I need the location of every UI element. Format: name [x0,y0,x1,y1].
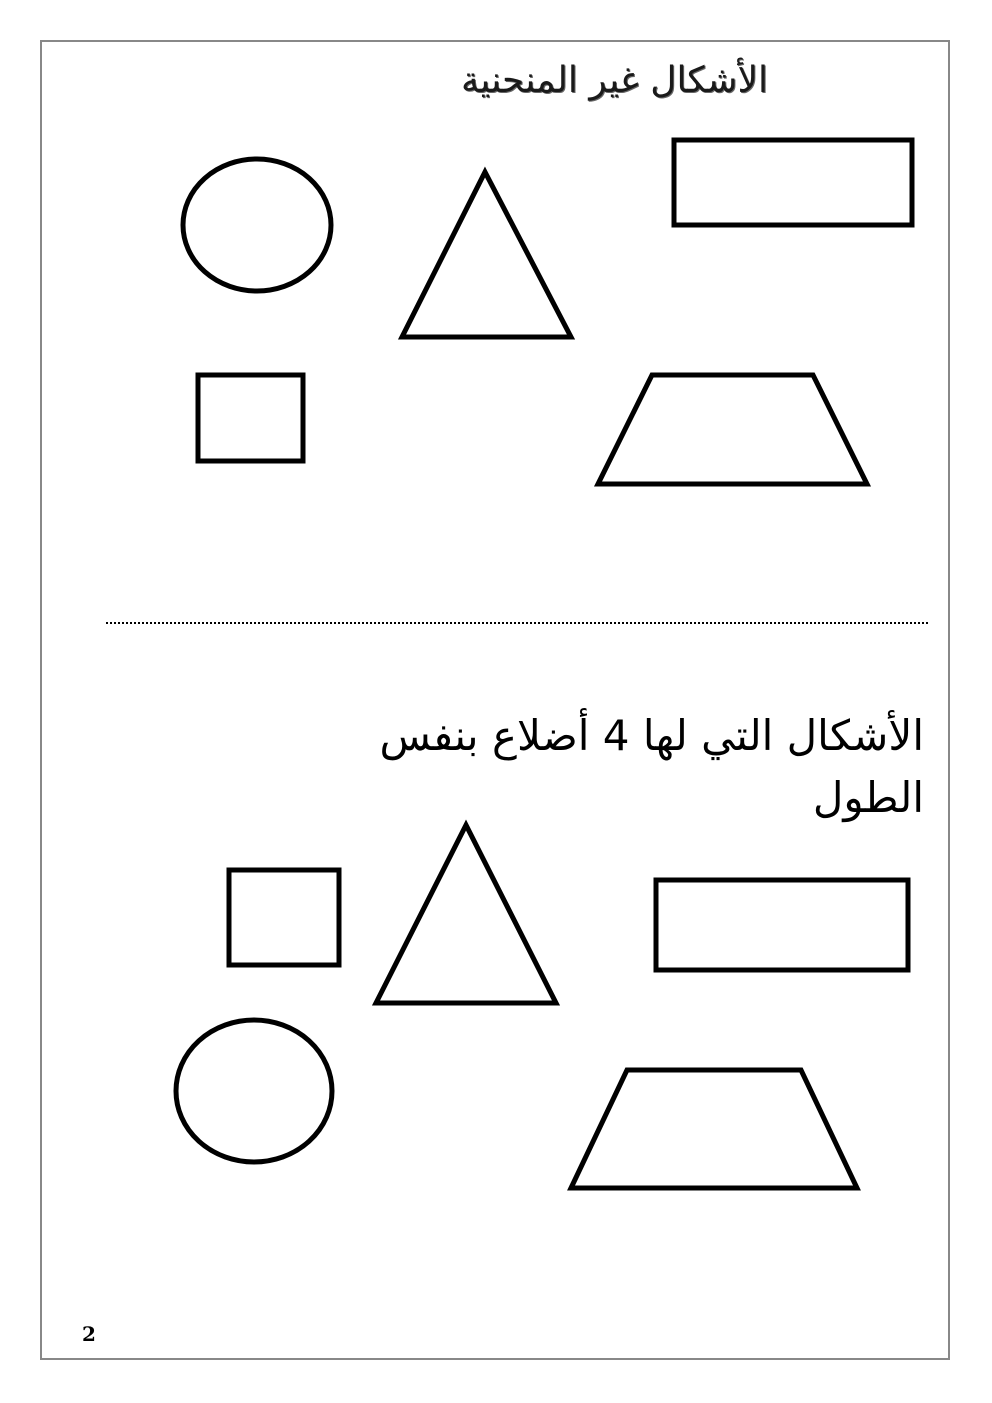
section-1-square-shape[interactable] [198,375,303,461]
section-2-title: الأشكال التي لها 4 أضلاع بنفس الطول [379,711,924,822]
section-1-title: الأشكال غير المنحنية [460,60,768,101]
section-1-shapes [183,140,912,484]
section-2-shapes [176,825,908,1188]
section-2-square-shape[interactable] [229,870,339,965]
section-2-circle-shape[interactable] [176,1020,332,1162]
section-2-trapezoid-shape[interactable] [571,1070,857,1188]
section-1-trapezoid-shape[interactable] [598,375,867,484]
section-1-triangle-shape[interactable] [402,172,571,337]
section-2-rectangle-shape[interactable] [656,880,908,970]
section-1-rectangle-shape[interactable] [674,140,912,225]
section-2-triangle-shape[interactable] [376,825,556,1003]
section-1-circle-shape[interactable] [183,159,331,291]
page-number: 2 [82,1322,96,1346]
